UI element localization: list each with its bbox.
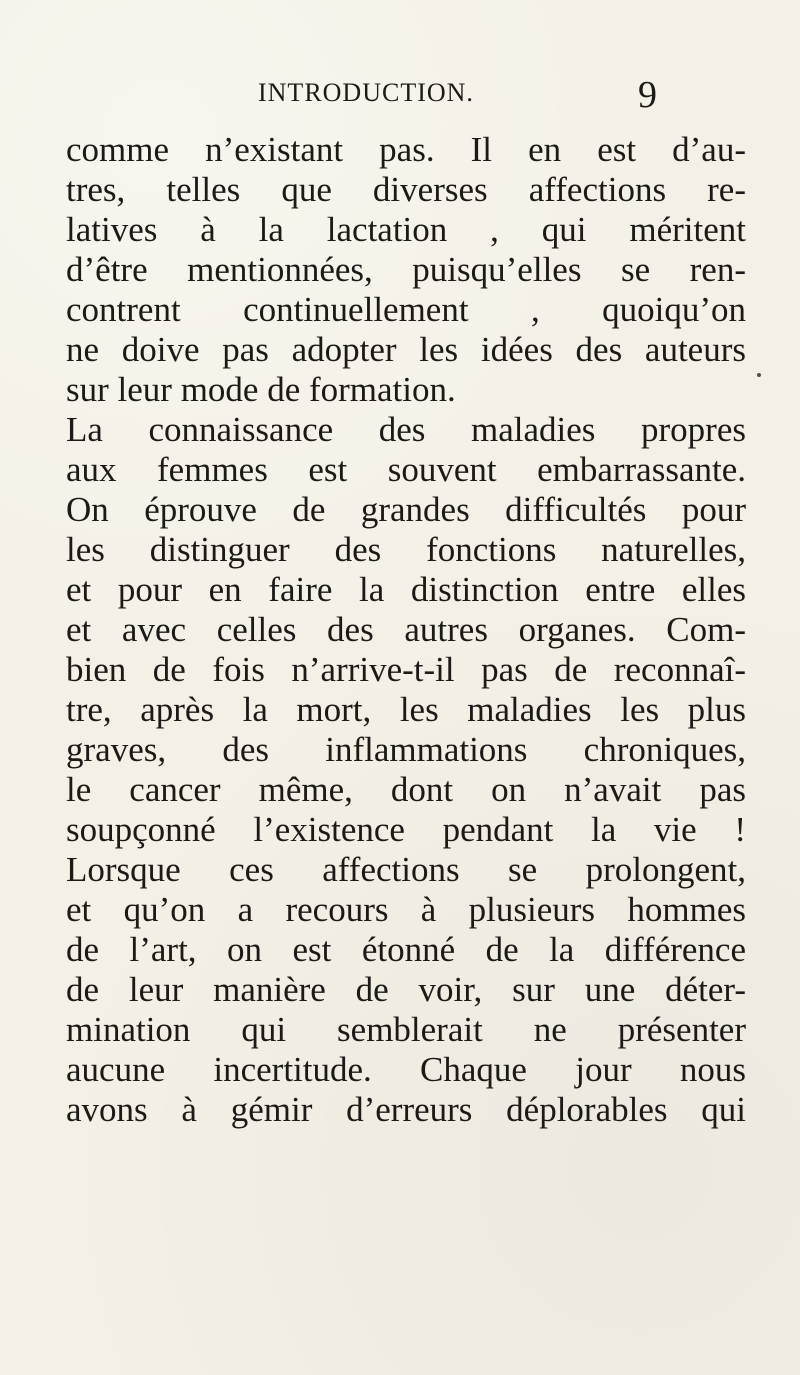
text-line: bien de fois n’arrive-t-il pas de reconnaî- (66, 650, 746, 689)
text-line: On éprouve de grandes difficultés pour (66, 490, 746, 529)
running-title: INTRODUCTION. (258, 78, 474, 107)
text-line: graves, des inflammations chroniques, (66, 730, 746, 769)
page-header (0, 74, 800, 116)
text-line: de l’art, on est étonné de la différence (66, 930, 746, 969)
text-line: La connaissance des maladies propres (66, 410, 746, 449)
text-line: contrent continuellement , quoiqu’on (66, 290, 746, 329)
text-line: comme n’existant pas. Il en est d’au- (66, 130, 746, 169)
text-line: et qu’on a recours à plusieurs hommes (66, 890, 746, 929)
text-line: tre, après la mort, les maladies les plus (66, 690, 746, 729)
text-line: soupçonné l’existence pendant la vie ! (66, 810, 746, 849)
margin-mark (757, 373, 761, 377)
text-line: aucune incertitude. Chaque jour nous (66, 1050, 746, 1089)
text-line: les distinguer des fonctions naturelles, (66, 530, 746, 569)
text-line: latives à la lactation , qui méritent (66, 210, 746, 249)
page-number: 9 (638, 74, 657, 116)
text-line: aux femmes est souvent embarrassante. (66, 450, 746, 489)
text-line: et avec celles des autres organes. Com- (66, 610, 746, 649)
text-line: mination qui semblerait ne présenter (66, 1010, 746, 1049)
text-line: avons à gémir d’erreurs déplorables qui (66, 1090, 746, 1129)
body-text (66, 130, 746, 1130)
text-line: Lorsque ces affections se prolongent, (66, 850, 746, 889)
text-line: tres, telles que diverses affections re- (66, 170, 746, 209)
text-line: sur leur mode de formation. (66, 370, 456, 409)
text-line: d’être mentionnées, puisqu’elles se ren- (66, 250, 746, 289)
text-line: ne doive pas adopter les idées des auteurs (66, 330, 746, 369)
text-line: et pour en faire la distinction entre elles (66, 570, 746, 609)
text-line: le cancer même, dont on n’avait pas (66, 770, 746, 809)
text-line: de leur manière de voir, sur une déter- (66, 970, 746, 1009)
